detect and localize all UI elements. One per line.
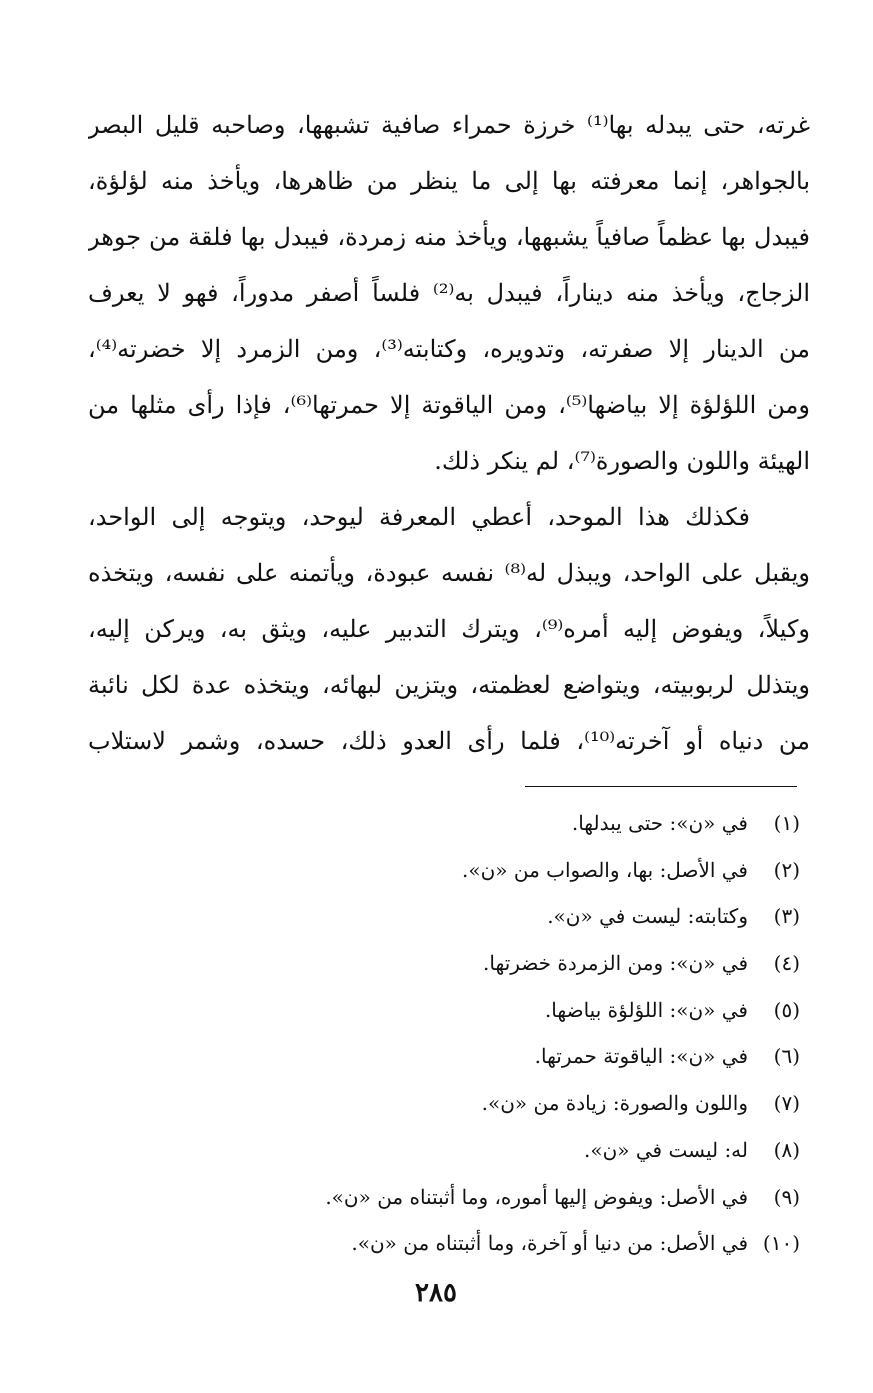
footnote-4 <box>200 940 800 987</box>
text-line: ومن اللؤلؤة إلا بياضها⁽⁵⁾، ومن الياقوتة إلا حمرتها⁽⁶⁾، فإذا رأى مثلها من <box>88 391 810 419</box>
footnote-text: في «ن»: الياقوتة حمرتها. <box>534 1044 748 1069</box>
footnote-number: (٨) <box>773 1137 800 1162</box>
footnote-number: (١) <box>773 811 800 835</box>
text-line: غرته، حتى يبدله بها⁽¹⁾ خرزة حمراء صافية تشبهها، وصاحبه قليل البصر <box>88 111 810 139</box>
footnote-text: في «ن»: ومن الزمردة خضرتها. <box>483 951 748 976</box>
footnote-number: (٢) <box>773 857 800 882</box>
footnote-1 <box>200 800 800 847</box>
footnote-text: في الأصل: من دنيا أو آخرة، وما أثبتناه من «ن». <box>351 1231 748 1256</box>
text-line: وكيلاً، ويفوض إليه أمره⁽⁹⁾، ويترك التدبير عليه، ويثق به، ويركن إليه، <box>88 615 810 643</box>
text-line: من دنياه أو آخرته⁽¹⁰⁾، فلما رأى العدو ذلك، حسده، وشمر لاستلاب <box>88 727 810 755</box>
footnote-separator <box>525 786 797 787</box>
footnotes-list <box>200 800 800 1267</box>
footnote-number: (٣) <box>773 904 800 929</box>
footnote-7 <box>200 1080 800 1127</box>
text-line: ويتذلل لربوبيته، ويتواضع لعظمته، ويتزين لبهائه، ويتخذه عدة لكل نائبة <box>88 671 810 699</box>
footnote-3 <box>200 893 800 940</box>
footnote-number: (٧) <box>773 1091 800 1116</box>
footnote-9 <box>200 1174 800 1221</box>
text-line: الهيئة واللون والصورة⁽⁷⁾، لم ينكر ذلك. <box>434 447 810 475</box>
footnote-text: في الأصل: بها، والصواب من «ن». <box>461 857 748 882</box>
footnote-8 <box>200 1127 800 1174</box>
footnote-text: وكتابته: ليست في «ن». <box>547 904 748 929</box>
text-line: الزجاج، ويأخذ منه ديناراً، فيبدل به⁽²⁾ فلساً أصفر مدوراً، فهو لا يعرف <box>88 279 810 307</box>
footnote-5 <box>200 987 800 1034</box>
footnote-2 <box>200 847 800 894</box>
text-line: فيبدل بها عظماً صافياً يشبهها، ويأخذ منه زمردة، فيبدل بها فلقة من جوهر <box>88 223 810 251</box>
footnote-number: (٥) <box>773 997 800 1022</box>
footnote-text: في «ن»: حتى يبدلها. <box>571 811 748 835</box>
text-line: فكذلك هذا الموحد، أعطي المعرفة ليوحد، ويتوجه إلى الواحد، <box>88 503 750 531</box>
text-line: من الدينار إلا صفرته، وتدويره، وكتابته⁽³⁾، ومن الزمرد إلا خضرته⁽⁴⁾، <box>88 335 810 363</box>
footnote-number: (٤) <box>773 951 800 976</box>
footnote-number: (٩) <box>773 1184 800 1209</box>
footnote-text: في الأصل: ويفوض إليها أموره، وما أثبتناه من «ن». <box>325 1184 748 1209</box>
paragraph-2 <box>88 489 810 769</box>
footnote-number: (١٠) <box>762 1231 800 1256</box>
paragraph-1 <box>88 97 810 489</box>
footnote-text: في «ن»: اللؤلؤة بياضها. <box>544 997 748 1022</box>
text-line: ويقبل على الواحد، ويبذل له⁽⁸⁾ نفسه عبودة، ويأتمنه على نفسه، ويتخذه <box>88 559 810 587</box>
footnote-text: واللون والصورة: زيادة من «ن». <box>481 1091 748 1116</box>
footnote-text: له: ليست في «ن». <box>584 1137 748 1162</box>
footnote-10 <box>200 1220 800 1267</box>
text-line: بالجواهر، إنما معرفته بها إلى ما ينظر من ظاهرها، ويأخذ منه لؤلؤة، <box>88 167 810 195</box>
footnote-6 <box>200 1033 800 1080</box>
page-number: ٢٨٥ <box>415 1278 457 1308</box>
footnote-number: (٦) <box>773 1044 800 1069</box>
